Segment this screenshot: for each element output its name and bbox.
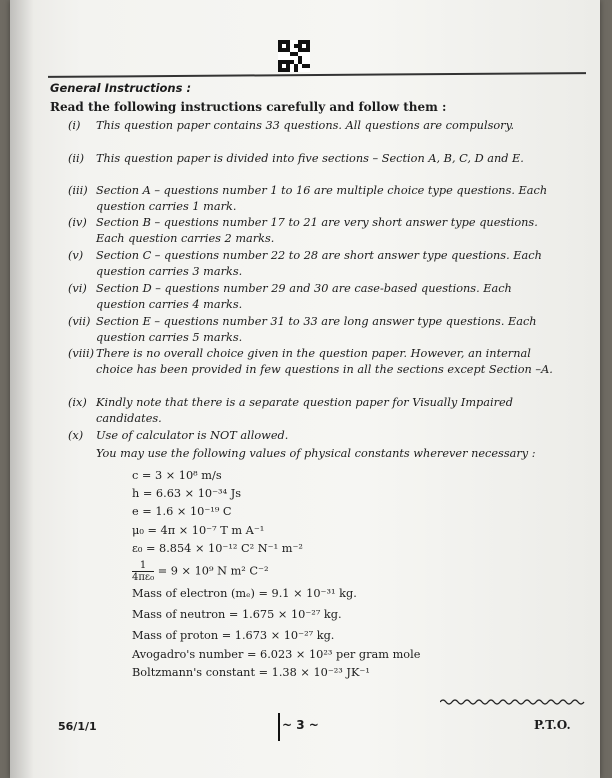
instruction-text: Use of calculator is NOT allowed. [96, 429, 289, 442]
constant-coulomb [132, 560, 420, 583]
instruction-item [68, 395, 556, 426]
constant-avogadro: Avogadro's number = 6.023 × 10²³ per gram mole [132, 647, 421, 661]
coulomb-value: = 9 × 10⁹ N m² C⁻² [157, 564, 269, 578]
fraction-numerator: 1 [132, 560, 154, 572]
constant-mu0: μ₀ = 4π × 10⁻⁷ T m A⁻¹ [132, 523, 265, 537]
instruction-number: (viii) [68, 347, 95, 360]
coulomb-fraction [132, 560, 154, 583]
constant-electron-mass: Mass of electron (mₑ) = 9.1 × 10⁻³¹ kg. [132, 587, 357, 601]
constant-boltzmann: Boltzmann's constant = 1.38 × 10⁻²³ JK⁻¹ [132, 665, 370, 679]
instruction-item [68, 151, 556, 167]
constant-neutron-mass: Mass of neutron = 1.675 × 10⁻²⁷ kg. [132, 608, 342, 622]
instruction-text: Kindly note that there is a separate question paper for Visually Impaired candidates. [96, 396, 513, 425]
instruction-text: This question paper is divided into five sections – Section A, B, C, D and E. [96, 152, 524, 165]
instruction-item [68, 428, 556, 461]
page-fold-shadow [10, 0, 34, 778]
instruction-item [68, 118, 556, 134]
instruction-text: Section D – questions number 29 and 30 are case-based questions. Each question carries 4 marks. [96, 282, 512, 311]
instruction-number: (i) [68, 119, 81, 132]
constant-eps0: ε₀ = 8.854 × 10⁻¹² C² N⁻¹ m⁻² [132, 541, 303, 555]
constant-speed-of-light: c = 3 × 10⁸ m/s [132, 469, 222, 482]
instruction-item [68, 346, 556, 377]
instruction-item [68, 314, 556, 345]
paper-code: 56/1/1 [58, 720, 97, 733]
page-marker-bar [278, 713, 280, 741]
instruction-text: Section B – questions number 17 to 21 are very short answer type questions. Each question carries 2 marks. [96, 216, 538, 245]
instructions-lead: Read the following instructions carefully and follow them : [50, 100, 447, 114]
exam-page [10, 0, 600, 778]
constant-proton-mass: Mass of proton = 1.673 × 10⁻²⁷ kg. [132, 629, 335, 643]
instruction-text: There is no overall choice given in the question paper. However, an internal choice has been provided in few questions in all the sections except Section –A. [96, 347, 553, 376]
instruction-item [68, 183, 556, 214]
fraction-denominator: 4πε₀ [132, 572, 155, 584]
instruction-number: (iv) [68, 216, 87, 229]
section-heading: General Instructions : [50, 81, 192, 95]
instruction-text: Section E – questions number 31 to 33 are long answer type questions. Each question carries 5 marks. [96, 315, 537, 344]
instruction-number: (v) [68, 249, 84, 262]
instruction-item [68, 215, 556, 246]
instruction-text: This question paper contains 33 questions. All questions are compulsory. [96, 119, 515, 132]
constants-intro: You may use the following values of physical constants wherever necessary : [96, 446, 536, 460]
instruction-number: (x) [68, 429, 84, 442]
instruction-number: (ii) [68, 152, 85, 165]
instruction-text: Section C – questions number 22 to 28 are short answer type questions. Each question carries 3 marks. [96, 249, 542, 278]
instruction-item [68, 248, 556, 279]
instruction-text: Section A – questions number 1 to 16 are multiple choice type questions. Each question carries 1 mark. [96, 184, 548, 213]
qr-code-icon [278, 40, 310, 72]
page-number: ~ 3 ~ [282, 718, 319, 732]
instruction-item [68, 281, 556, 312]
physical-constants [132, 467, 420, 682]
header-rule [48, 72, 586, 78]
constant-planck: h = 6.63 × 10⁻³⁴ Js [132, 487, 242, 501]
wavy-line-icon [440, 698, 588, 706]
instruction-number: (vii) [68, 315, 91, 328]
constant-electron-charge: e = 1.6 × 10⁻¹⁹ C [132, 505, 232, 519]
pto-label: P.T.O. [534, 718, 571, 732]
instruction-number: (iii) [68, 184, 88, 197]
instruction-number: (ix) [68, 396, 87, 409]
instruction-number: (vi) [68, 282, 87, 295]
